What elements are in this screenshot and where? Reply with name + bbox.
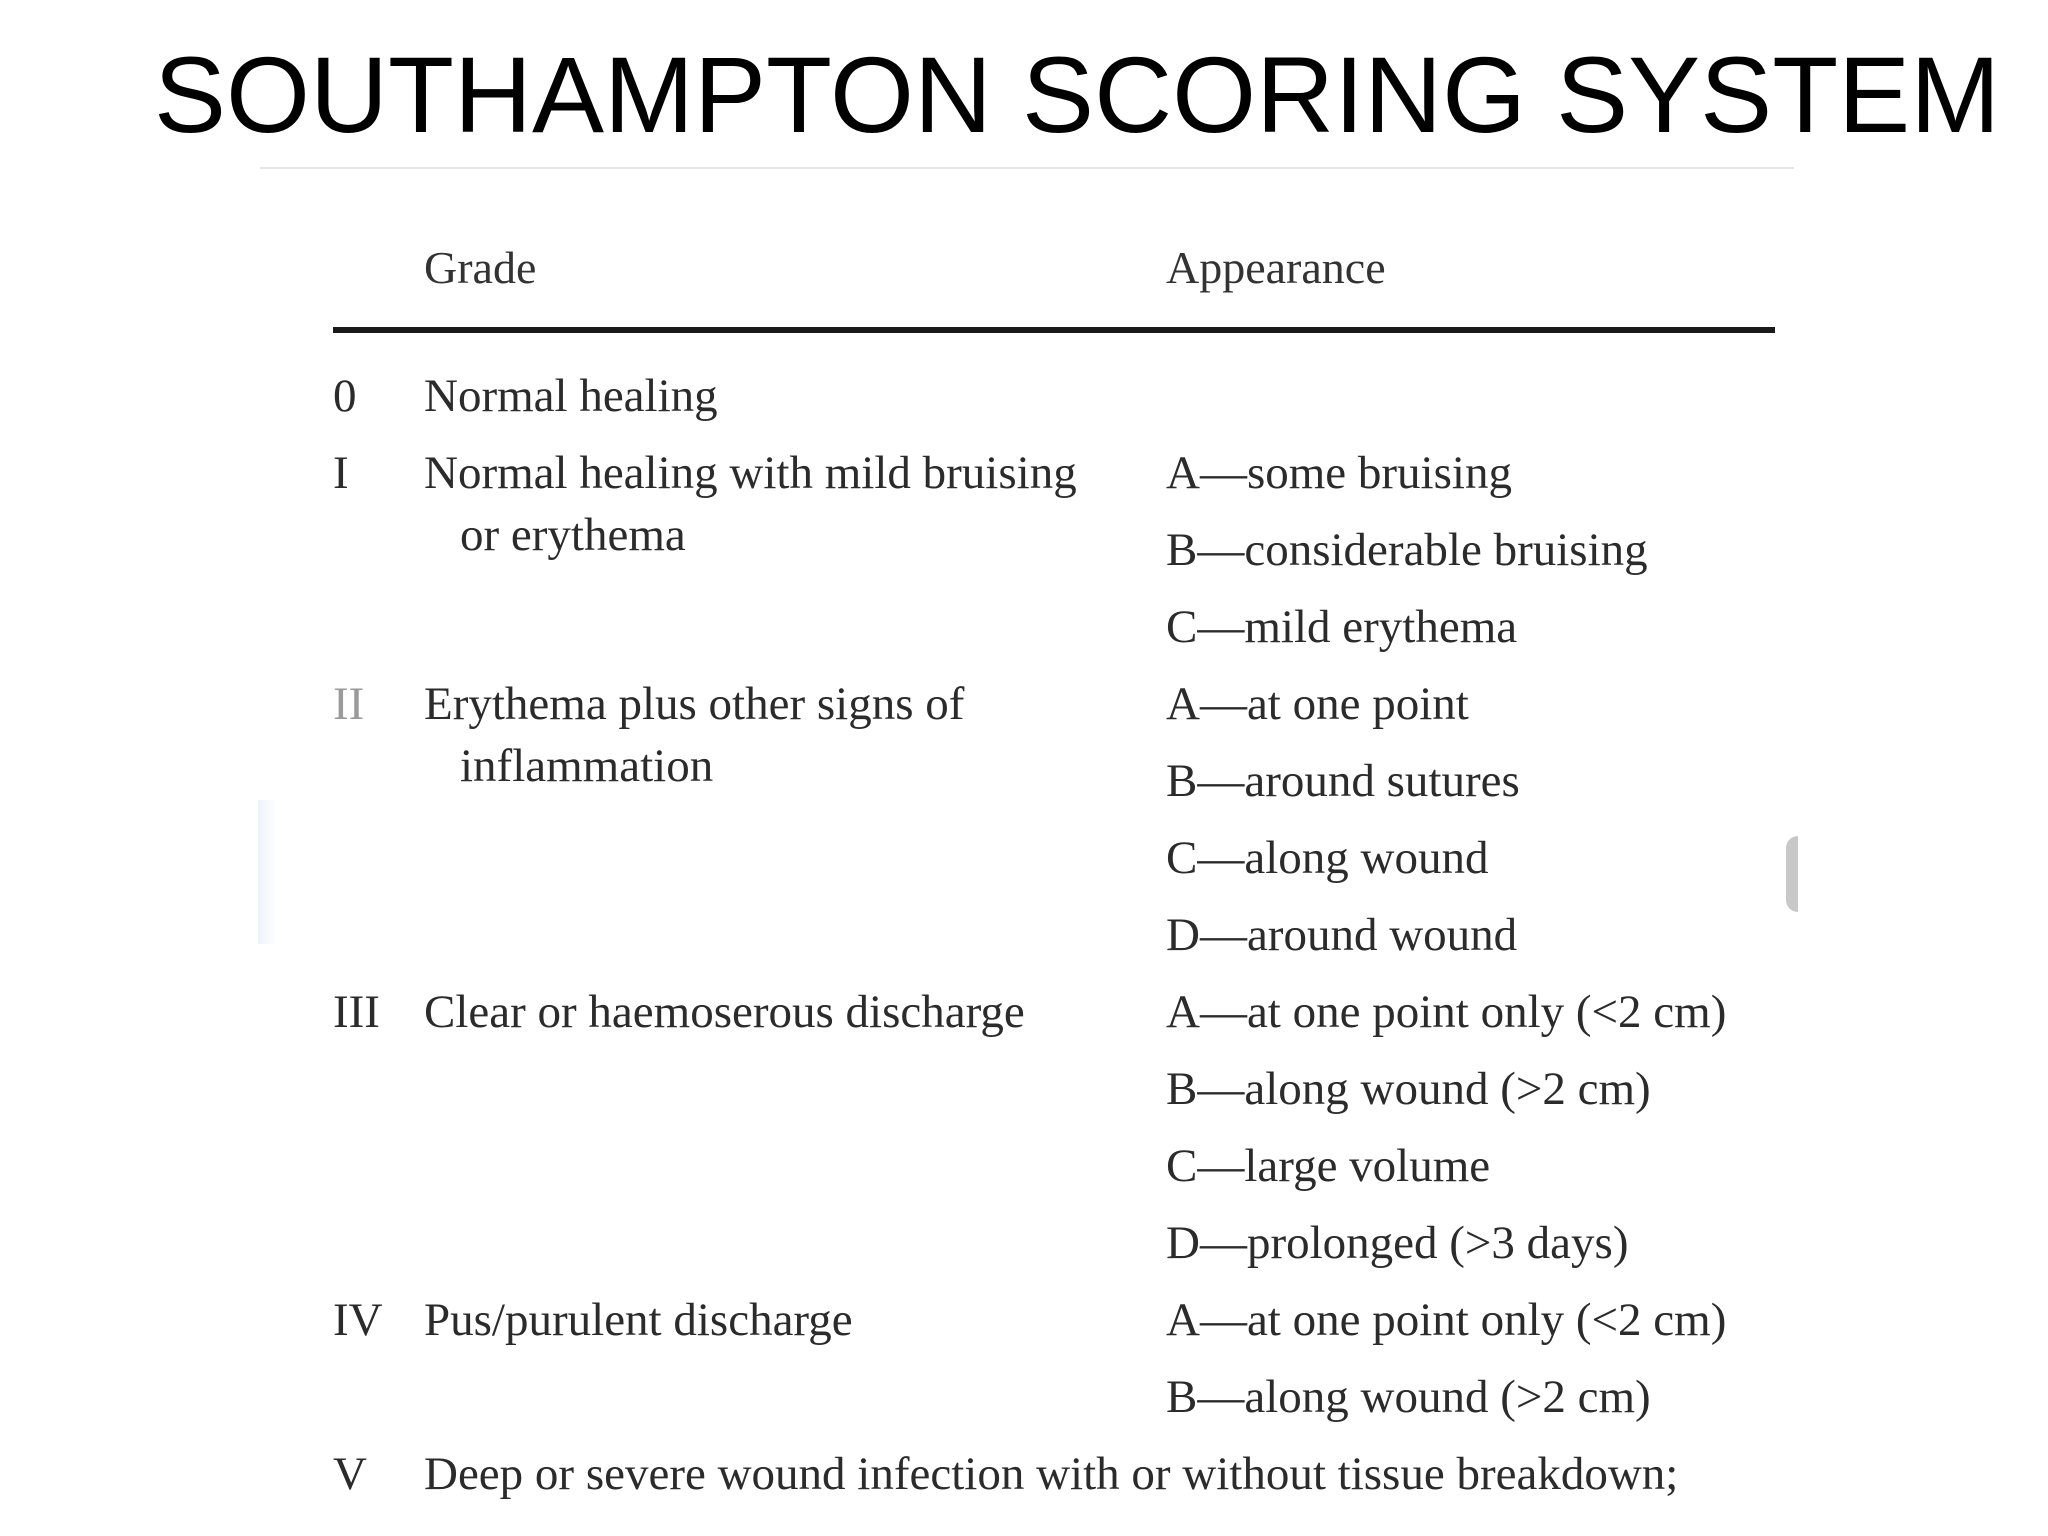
slide-title: SOUTHAMPTON SCORING SYSTEM: [154, 34, 2001, 155]
appearance-item: B—along wound (>2 cm): [1166, 1063, 1651, 1115]
grade-description: [424, 442, 1077, 566]
appearance-item: A—at one point only (<2 cm): [1166, 986, 1727, 1038]
grade-description: [424, 673, 964, 797]
grade-description: [424, 981, 1025, 1043]
grade-number: 0: [333, 370, 357, 422]
grade-number: IV: [333, 1294, 383, 1346]
appearance-item: C—along wound: [1166, 832, 1489, 884]
grade-number: III: [333, 986, 380, 1038]
appearance-item: D—around wound: [1166, 909, 1518, 961]
header-grade: Grade: [424, 242, 537, 293]
appearance-item: B—along wound (>2 cm): [1166, 1371, 1651, 1423]
appearance-item: A—at one point: [1166, 678, 1469, 730]
description-line: or erythema: [460, 509, 686, 561]
grade-number: II: [333, 678, 365, 730]
description-line: Deep or severe wound infection with or without tissue breakdown;: [424, 1448, 1679, 1500]
grade-number: I: [333, 447, 349, 499]
appearance-item: D—prolonged (>3 days): [1166, 1217, 1629, 1269]
appearance-item: C—mild erythema: [1166, 601, 1518, 653]
description-line: Erythema plus other signs of: [424, 678, 965, 730]
appearance-item: A—some bruising: [1166, 447, 1512, 499]
description-line: Clear or haemoserous discharge: [424, 986, 1025, 1038]
description-line: inflammation: [460, 740, 714, 792]
header-appearance: Appearance: [1166, 242, 1386, 293]
appearance-item: C—large volume: [1166, 1140, 1491, 1192]
header-rule: [333, 327, 1775, 333]
grade-description: [424, 365, 718, 427]
appearance-item: B—around sutures: [1166, 755, 1520, 807]
appearance-item: B—considerable bruising: [1166, 524, 1648, 576]
description-line: Normal healing with mild bruising: [424, 447, 1077, 499]
grade-number: V: [333, 1448, 367, 1500]
grade-description: [424, 1443, 1678, 1505]
description-line: Normal healing: [424, 370, 718, 422]
appearance-item: A—at one point only (<2 cm): [1166, 1294, 1727, 1346]
grade-description: [424, 1289, 853, 1351]
description-line: Pus/purulent discharge: [424, 1294, 853, 1346]
